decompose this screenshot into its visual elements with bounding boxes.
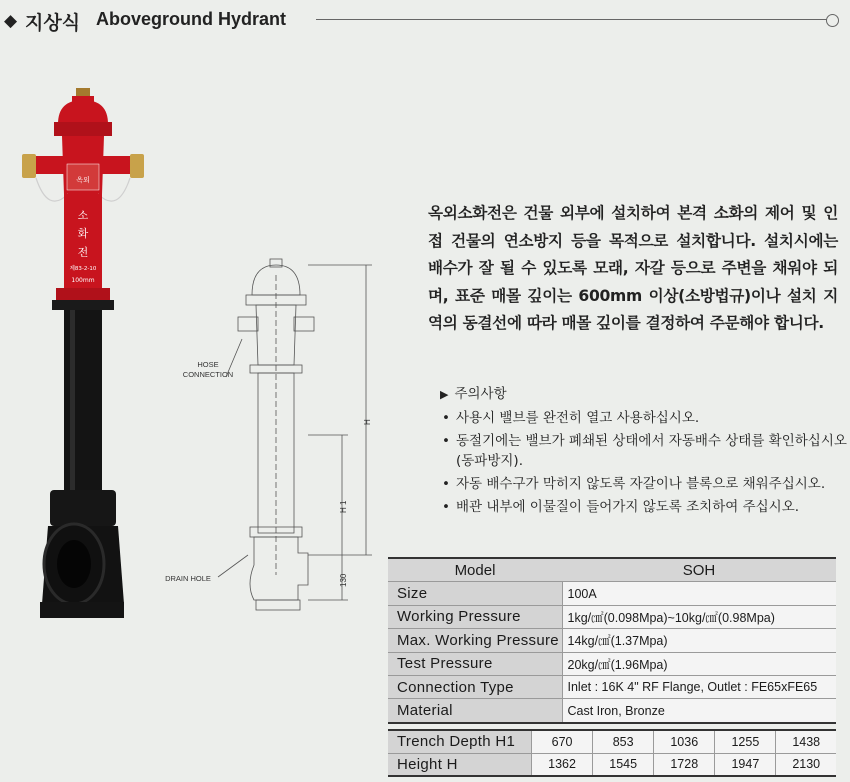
caution-item-text: 자동 배수구가 막히지 않도록 자갈이나 블록으로 채워주십시오. — [456, 476, 826, 492]
dims-value: 670 — [532, 730, 593, 753]
page-header — [0, 0, 850, 40]
caution-item — [440, 497, 850, 517]
dimensions-table — [388, 729, 836, 777]
spec-label: Max. Working Pressure — [388, 629, 562, 652]
spec-label: Test Pressure — [388, 652, 562, 675]
bullet-icon: • — [442, 410, 450, 426]
dims-value: 853 — [593, 730, 654, 753]
caution-item-text: 사용시 밸브를 완전히 열고 사용하십시오. — [456, 410, 700, 426]
dims-value: 1947 — [715, 753, 776, 776]
spec-header-row — [388, 558, 836, 582]
page-title-korean: 지상식 — [25, 12, 81, 34]
left-chain — [36, 178, 68, 201]
caution-title — [440, 382, 850, 402]
table-row — [388, 753, 836, 776]
drawing-top-nut — [270, 259, 282, 267]
inlet-opening — [57, 540, 91, 588]
product-description: 옥외소화전은 건물 외부에 설치하여 본격 소화의 제어 및 인접 건물의 연소방지 등을 목적으로 설치합니다. 설치시에는 배수가 잘 될 수 있도록 모래, 자갈 등으로 주변을 채워야 되며, 표준 매몰 깊이는 600mm 이상(소방법규)이나 설치 지역의 동결선에 따라 매몰 깊이를 결정하여 주문해야 합니다. — [428, 204, 838, 332]
diamond-icon: ◆ — [4, 11, 18, 31]
spec-label: Material — [388, 699, 562, 723]
hose-label-1: HOSE — [197, 360, 219, 369]
dims-value: 1362 — [532, 753, 593, 776]
bullet-icon: • — [442, 499, 450, 515]
red-flange — [56, 288, 110, 300]
dims-label: Height H — [388, 753, 532, 776]
right-outlet-body — [102, 156, 134, 174]
dim-h-label: H — [363, 419, 372, 425]
spec-value: 1kg/㎠(0.098Mpa)~10kg/㎠(0.98Mpa) — [562, 605, 836, 628]
dim-130-label: 130 — [339, 573, 348, 587]
lower-flange — [50, 490, 116, 526]
caution-item-text: 배관 내부에 이물질이 들어가지 않도록 조치하여 주십시오. — [456, 499, 800, 515]
drawing-shoe — [250, 537, 308, 600]
spec-value: Inlet : 16K 4" RF Flange, Outlet : FE65xFE65 — [562, 675, 836, 698]
spec-label: Size — [388, 582, 562, 605]
body-text-2: 화 — [77, 227, 89, 240]
left-outlet-body — [32, 156, 64, 174]
table-row — [388, 605, 836, 628]
table-row — [388, 582, 836, 605]
plate-text-2: 제83-2-10 — [69, 266, 97, 272]
bullet-icon: • — [442, 433, 450, 449]
spec-value: 100A — [562, 582, 836, 605]
drain-leader-line — [218, 555, 248, 577]
black-flange-top — [52, 300, 114, 310]
table-row — [388, 699, 836, 723]
triangle-icon: ▶ — [440, 388, 449, 401]
dims-value: 2130 — [776, 753, 836, 776]
caution-list — [440, 408, 850, 517]
dims-value: 1036 — [654, 730, 715, 753]
bonnet-dome — [58, 100, 108, 124]
dims-value: 1255 — [715, 730, 776, 753]
drawing-right-outlet — [294, 317, 314, 331]
drawing-base — [256, 600, 300, 610]
bullet-icon: • — [442, 476, 450, 492]
caution-item-text: 동절기에는 밸브가 폐쇄된 상태에서 자동배수 상태를 확인하십시오 (동파방지). — [456, 433, 847, 469]
body-text-1: 소 — [77, 209, 89, 222]
base-foot — [40, 602, 124, 618]
table-row — [388, 652, 836, 675]
spec-table — [388, 557, 836, 724]
technical-drawing — [158, 255, 398, 625]
dims-value: 1438 — [776, 730, 836, 753]
hydrant-photo — [18, 84, 148, 624]
plate-text-1: 옥외 — [76, 176, 90, 184]
spec-header-value: SOH — [562, 558, 836, 582]
caution-item — [440, 408, 850, 428]
body-text-3: 전 — [77, 246, 89, 259]
spec-label: Working Pressure — [388, 605, 562, 628]
dims-value: 1728 — [654, 753, 715, 776]
spec-value: 20kg/㎠(1.96Mpa) — [562, 652, 836, 675]
bonnet-flange — [54, 122, 112, 136]
caution-item — [440, 474, 850, 494]
left-brass-cap — [22, 154, 36, 178]
divider-end-circle-icon — [826, 14, 839, 27]
spec-value: 14kg/㎠(1.37Mpa) — [562, 629, 836, 652]
black-barrel — [64, 310, 102, 490]
dims-label: Trench Depth H1 — [388, 730, 532, 753]
caution-item — [440, 431, 850, 471]
caution-notes — [440, 382, 850, 520]
header-divider — [316, 19, 831, 20]
right-brass-cap — [130, 154, 144, 178]
page-title-english: Aboveground Hydrant — [96, 9, 287, 29]
barrel-highlight — [70, 310, 75, 490]
table-row — [388, 675, 836, 698]
hose-label-2: CONNECTION — [182, 370, 234, 379]
right-chain — [98, 178, 130, 201]
dims-value: 1545 — [593, 753, 654, 776]
size-text: 100mm — [71, 277, 95, 284]
spec-header-label: Model — [388, 558, 562, 582]
dim-h1-label: H 1 — [339, 500, 348, 513]
table-row — [388, 730, 836, 753]
caution-title-text: 주의사항 — [454, 386, 507, 402]
drain-label: DRAIN HOLE — [165, 574, 211, 583]
spec-label: Connection Type — [388, 675, 562, 698]
table-row — [388, 629, 836, 652]
spec-value: Cast Iron, Bronze — [562, 699, 836, 723]
drawing-left-outlet — [238, 317, 258, 331]
